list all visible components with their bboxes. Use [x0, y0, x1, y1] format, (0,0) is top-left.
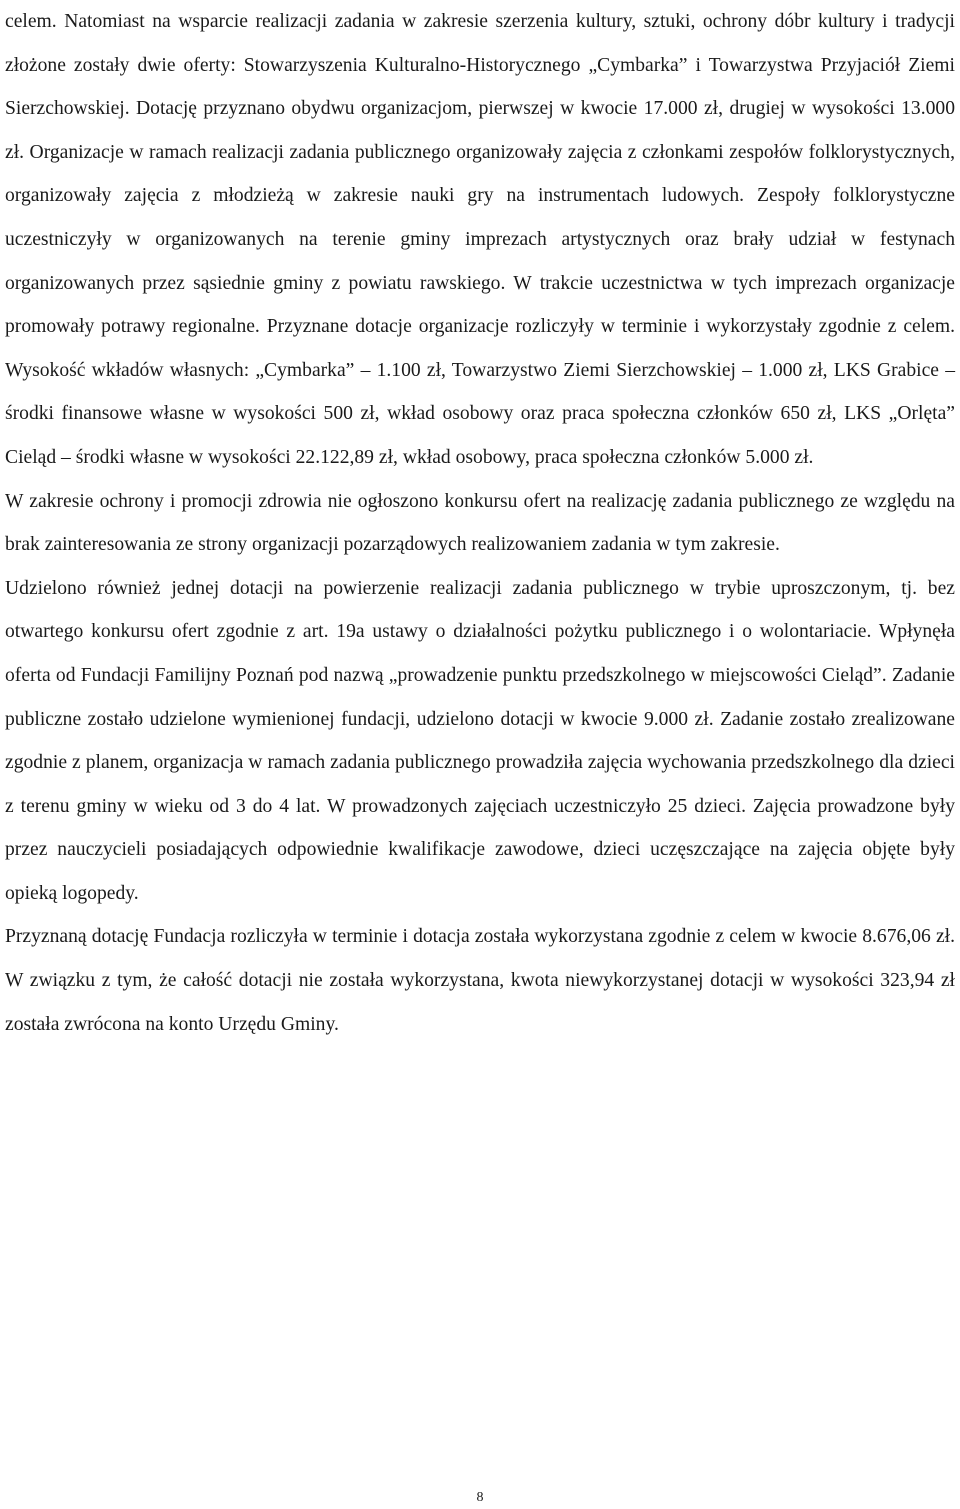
paragraph-simplified-grant: Udzielono również jednej dotacji na powierzenie realizacji zadania publicznego w trybie uproszczonym, tj. bez otwartego konkursu ofert zgodnie z art. 19a ustawy o działalności pożytku publicznego i o wolontariacie. Wpłynęła oferta od Fundacji Familijny Poznań pod nazwą „prowadzenie punktu przedszkolnego w miejscowości Cieląd”. Zadanie publiczne zostało udzielone wymienionej fundacji, udzielono dotacji w kwocie 9.000 zł. Zadanie zostało zrealizowane zgodnie z planem, organizacja w ramach zadania publicznego prowadziła zajęcia wychowania przedszkolnego dla dzieci z terenu gminy w wieku od 3 do 4 lat. W prowadzonych zajęciach uczestniczyło 25 dzieci. Zajęcia prowadzone były przez nauczycieli posiadających odpowiednie kwalifikacje zawodowe, dzieci uczęszczające na zajęcia objęte były opieką logopedy.	[5, 577, 955, 904]
paragraph-health-promotion: W zakresie ochrony i promocji zdrowia nie ogłoszono konkursu ofert na realizację zadania publicznego ze względu na brak zainteresowania ze strony organizacji pozarządowych realizowaniem zadania w tym zakresie.	[5, 490, 955, 556]
paragraph-grant-settlement: Przyznaną dotację Fundacja rozliczyła w terminie i dotacja została wykorzystana zgodnie z celem w kwocie 8.676,06 zł. W związku z tym, że całość dotacji nie została wykorzystana, kwota niewykorzystanej dotacji w wysokości 323,94 zł została zwrócona na konto Urzędu Gminy.	[5, 926, 955, 1035]
page-number: 8	[476, 1490, 484, 1505]
paragraph-culture-grants: celem. Natomiast na wsparcie realizacji zadania w zakresie szerzenia kultury, sztuki, ochrony dóbr kultury i tradycji złożone zostały dwie oferty: Stowarzyszenia Kulturalno-Historycznego „Cymbarka” i Towarzystwa Przyjaciół Ziemi Sierzchowskiej. Dotację przyznano obydwu organizacjom, pierwszej w kwocie 17.000 zł, drugiej w wysokości 13.000 zł. Organizacje w ramach realizacji zadania publicznego organizowały zajęcia z członkami zespołów folklorystycznych, organizowały zajęcia z młodzieżą w zakresie nauki gry na instrumentach ludowych. Zespoły folklorystyczne uczestniczyły w organizowanych na terenie gminy imprezach artystycznych oraz brały udział w festynach organizowanych przez sąsiednie gminy z powiatu rawskiego. W trakcie uczestnictwa w tych imprezach organizacje promowały potrawy regionalne. Przyznane dotacje organizacje rozliczyły w terminie i wykorzystały zgodnie z celem. Wysokość wkładów własnych: „Cymbarka” – 1.100 zł, Towarzystwo Ziemi Sierzchowskiej – 1.000 zł, LKS Grabice – środki finansowe własne w wysokości 500 zł, wkład osobowy oraz praca społeczna członków 650 zł, LKS „Orlęta” Cieląd – środki własne w wysokości 22.122,89 zł, wkład osobowy, praca społeczna członków 5.000 zł.	[5, 11, 955, 468]
document-page	[5, 0, 955, 1046]
